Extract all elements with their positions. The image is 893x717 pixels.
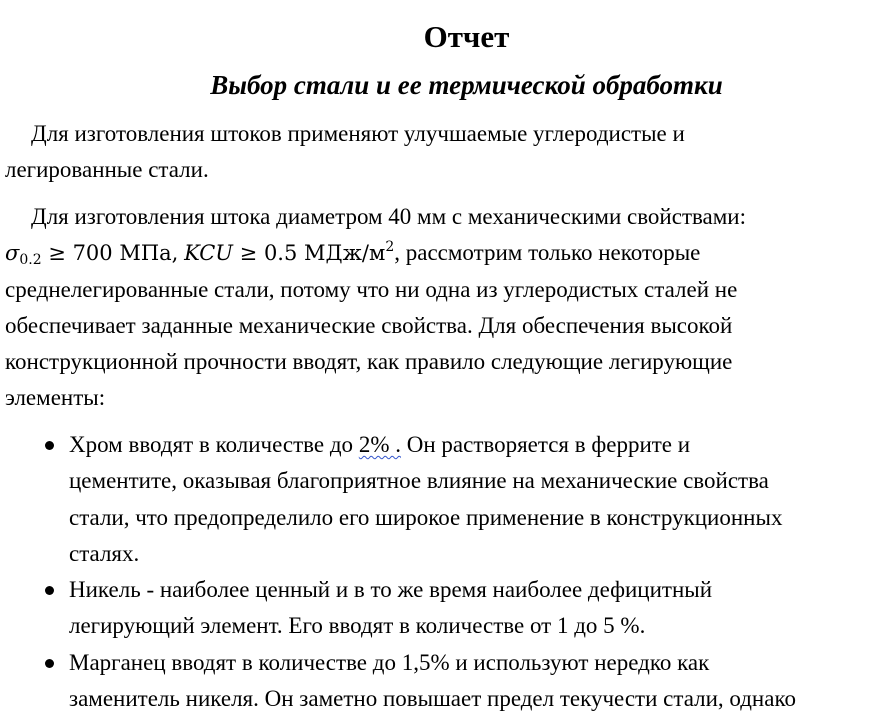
list-item-nickel [0, 572, 893, 645]
formula-sigma: σ [5, 241, 20, 266]
list-item-line [69, 427, 873, 463]
list-item-line: Никель - наиболее ценный и в то же время наиболее дефицитный [69, 577, 713, 603]
paragraph-line-rest: , рассмотрим только некоторые [394, 240, 701, 266]
list-item-line: заменитель никеля. Он заметно повышает предел текучести стали, однако [69, 686, 796, 712]
list-item-line: стали, что предопределило его широкое применение в конструкционных [69, 504, 783, 530]
document-title: Отчет [423, 19, 510, 54]
paragraph-line: среднелегированные стали, потому что ни одна из углеродистых сталей не [5, 276, 738, 302]
paragraph-line-with-formula [5, 235, 885, 271]
list-item-manganese [0, 645, 893, 717]
paragraph-intro [5, 116, 885, 189]
list-item-chromium [0, 427, 893, 572]
formula-sigma-relation: ≥ 700 МПа, [48, 241, 179, 266]
list-item-line: Марганец вводят в количестве до 1,5% и используют нередко как [69, 649, 710, 675]
bullet-icon [45, 586, 54, 595]
list-item-line: легирующий элемент. Его вводят в количестве от 1 до 5 %. [69, 613, 646, 639]
paragraph-line: обеспечивает заданные механические свойства. Для обеспечения высокой [5, 312, 733, 338]
paragraph-line: Для изготовления штока диаметром 40 мм с механическими свойствами: [31, 204, 747, 229]
list-item-line: цементите, оказывая благоприятное влияние на механические свойства [69, 468, 769, 494]
list-item-line: сталях. [69, 540, 140, 566]
alloying-elements-list [0, 427, 893, 717]
paragraph-line: Для изготовления штоков применяют улучшаемые углеродистые и [31, 121, 685, 146]
paragraph-line: конструкционной прочности вводят, как правило следующие легирующие [5, 349, 733, 375]
list-item-text: Хром вводят в количестве до [69, 432, 359, 457]
list-item-text: Он растворяется в феррите и [400, 432, 691, 457]
bullet-icon [45, 659, 54, 668]
paragraph-properties [5, 199, 885, 417]
formula-kcu-relation: ≥ 0.5 МДж/м [239, 241, 386, 266]
formula-sigma-subscript: 0.2 [19, 252, 42, 269]
formula-impact-strength [184, 241, 394, 265]
document-subtitle: Выбор стали и ее термической обработки [210, 70, 723, 100]
bullet-icon [45, 441, 54, 450]
formula-kcu: KCU [184, 241, 233, 266]
spellcheck-marked-text[interactable]: 2% . [358, 432, 401, 457]
paragraph-line: легированные стали. [5, 157, 209, 183]
paragraph-line: элементы: [5, 385, 106, 411]
formula-kcu-superscript: 2 [385, 239, 395, 256]
formula-yield-strength [5, 241, 179, 269]
